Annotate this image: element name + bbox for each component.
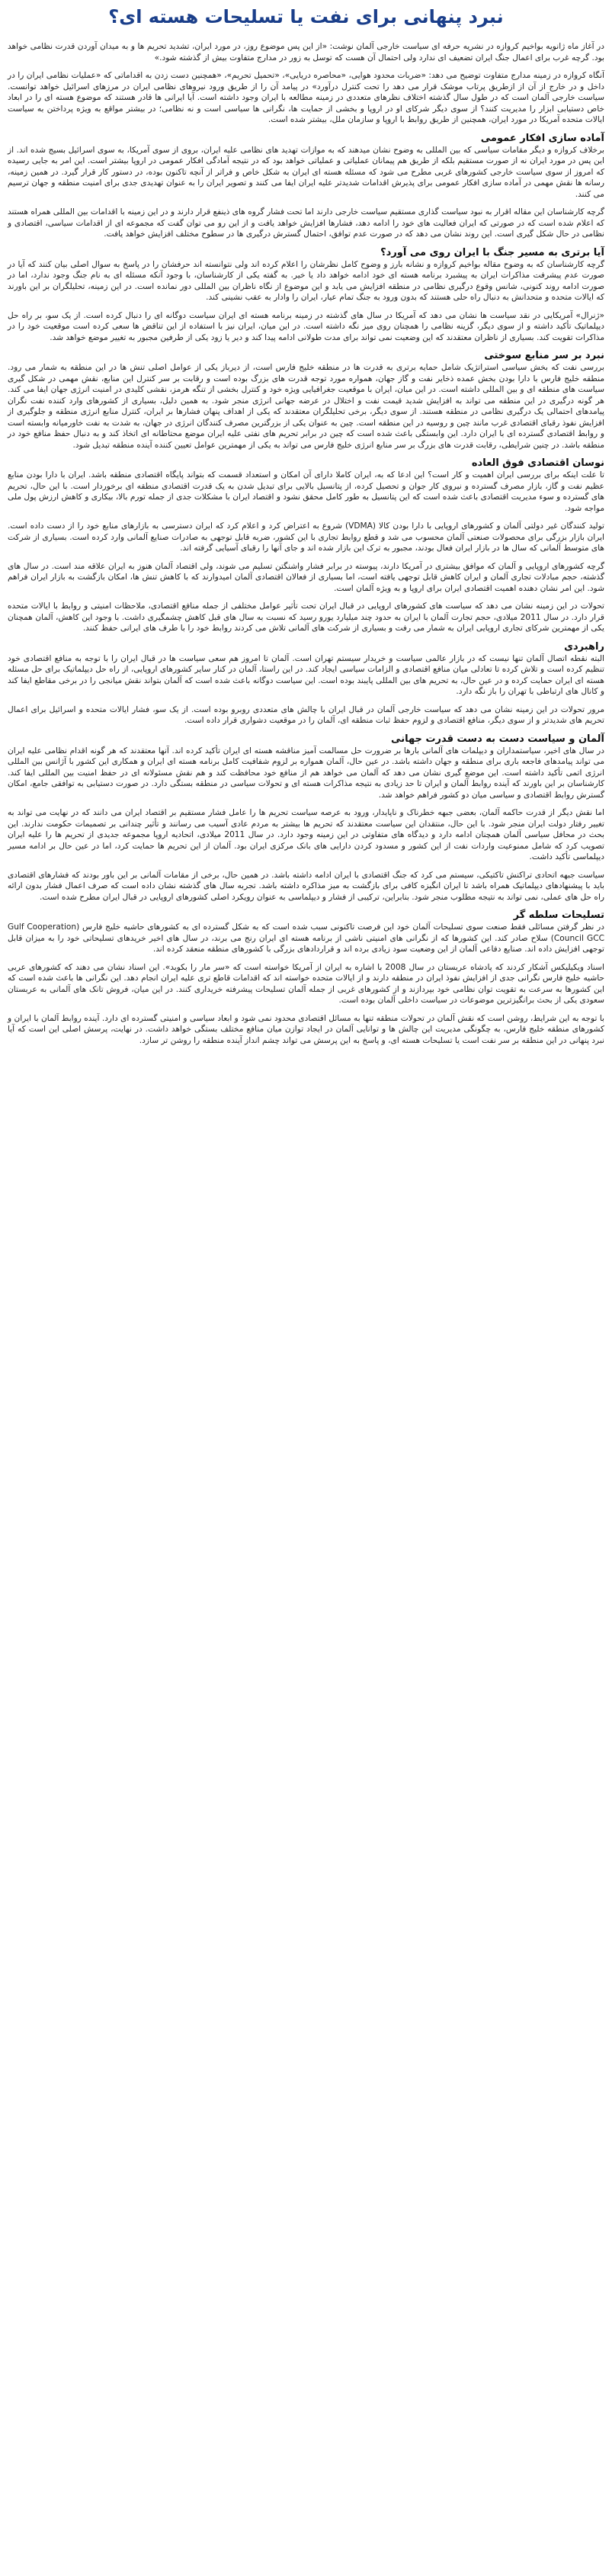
section-heading: راهبردی [564,640,604,653]
paragraph: اسناد ویکیلیکس آشکار کردند که پادشاه عربستان در سال 2008 با اشاره به ایران از آمریکا خواسته است که «سر مار را بکوبد». این اسناد نشان می دهند که کشورهای عربی حاشیه خلیج فارس نگرانی جدی از افزایش نفوذ ایران در منطقه دارند و از ایالات متحده خواسته اند که اقدامات قاطع تری علیه ایران انجام دهد. این نگرانی ها باعث شده است که این کشورها به سرعت به تقویت توان نظامی خود بپردازند و از کشورهای غربی از جمله آلمان تسلیحات پیشرفته خریداری کنند. در این میان، فروش تانک های آلمانی به عربستان سعودی یکی از بحث برانگیزترین موضوعات در سیاست داخلی آلمان بوده است. [8,962,605,1005]
paragraph: گرچه کارشناسان که به وضوح مقاله بواخیم کروازه و نشانه بارز و وضوح کامل نظرشان را اعلام کرده اند ولی نتوانسته اند حرفشان را در پاسخ به سوال اصلی بیان کنند که آیا در صورت عدم پیشرفت مذاکرات ایران به پیشبرد برنامه هسته ای خود ادامه خواهد داد یا خیر. به گفته یکی از کارشناسان، با وجود آنکه مسئله ای به نام جنگ وجود ندارد، اما در صورت ادامه روند کنونی، شانس وقوع درگیری نظامی در منطقه افزایش می یابد و این موضوع از نگاه ناظران بین المللی دور نمانده است. در این زمینه، تحلیلگران بر این باورند که ایالات متحده و متحدانش به دنبال راه حلی هستند که بدون ورود به جنگ تمام عیار، ایران را وادار به عقب نشینی کند. [8,259,604,302]
section-dominant-weapons [8,909,604,1046]
paragraph: اما نقش دیگر از قدرت حاکمه آلمان، بعضی جبهه خطرناک و ناپایدار، ورود به عرصه سیاست تحریم ها را عامل فشار مستقیم بر اقتصاد ایران می دانند که در نهایت می تواند به تغییر رفتار دولت ایران منجر شود. با این حال، منتقدان این سیاست معتقدند که تحریم ها بیشتر به مردم عادی آسیب می رسانند و تأثیر چندانی بر تصمیمات حکومت ندارند. این بحث در محافل سیاسی آلمان همچنان ادامه دارد و دیدگاه های متفاوتی در این زمینه وجود دارد. در سال 2011 میلادی، اتحادیه اروپا مجموعه جدیدی از تحریم ها را علیه ایران تصویب کرد که شامل ممنوعیت واردات نفت از این کشور و مسدود کردن دارایی های بانک مرکزی ایران بود. آلمان از این تحریم ها حمایت کرد، اما در عین حال بر ادامه مسیر دیپلماسی تأکید داشت. [8,808,604,861]
section-heading: نبرد بر سر منابع سوختی [484,350,604,361]
paragraph: تحولات در این زمینه نشان می دهد که سیاست های کشورهای اروپایی در قبال ایران تحت تأثیر عوامل مختلفی از جمله منافع اقتصادی، ملاحظات امنیتی و روابط با ایالات متحده قرار دارد. در سال 2011 میلادی، حجم تجارت آلمان با ایران به حدود چند میلیارد یورو رسید که نسبت به سال های قبل کاهش چشمگیری داشت. با وجود این کاهش، آلمان همچنان یکی از مهمترین شرکای تجاری اروپایی ایران به شمار می رفت و بسیاری از شرکت های آلمانی تلاش می کردند روابط خود را با طرف های ایرانی حفظ کنند. [8,601,604,633]
section-heading: آماده سازی افکار عمومی [480,132,604,144]
paragraph: «ژنرال» آمریکایی در نقد سیاست ها نشان می دهد که آمریکا در سال های گذشته در زمینه برنامه هسته ای ایران سیاست دوگانه ای را دنبال کرده است. از یک سو، بر راه حل دیپلماتیک تأکید داشته و از سوی دیگر، گزینه نظامی را همچنان روی میز نگه داشته است. در این میان، ایران نیز با استفاده از این تناقض ها سعی کرده است موقعیت خود را در مذاکرات تقویت کند. بسیاری از ناظران معتقدند که این وضعیت نمی تواند برای مدت طولانی ادامه پیدا کند و دیر یا زود یکی از طرفین مجبور به تغییر موضع خواهد شد. [8,310,604,342]
article-title: نبرد پنهانی برای نفت یا تسلیحات هسته ای؟ [108,6,504,27]
paragraph: تولید کنندگان غیر دولتی آلمان و کشورهای اروپایی با دارا بودن کالا (VDMA) شروع به اعتراض کرد و اعلام کرد که ایران دسترسی به بازارهای منابع خود را از دست داده است. ایران بازار بزرگی برای محصولات صنعتی آلمان محسوب می شد و قطع روابط تجاری با این کشور، ضربه قابل توجهی به صادرات صنایع آلمانی وارد کرده است. بسیاری از شرکت های متوسط آلمانی که سال ها در بازار ایران فعال بودند، مجبور به ترک این بازار شده اند و جای آنها را رقبای آسیایی گرفته اند. [8,521,604,553]
section-public-opinion [8,133,604,240]
section-path-to-war [8,247,604,344]
section-heading: آلمان و سیاست دست به دست قدرت جهانی [391,733,604,745]
paragraph: بررسی نفت که بخش سیاسی استراتژیک شامل حمایه برتری به قدرت ها در منطقه خلیج فارس است، از دیرباز یکی از عوامل اصلی تنش ها در این منطقه به شمار می رود. منطقه خلیج فارس با دارا بودن بخش عمده ذخایر نفت و گاز جهان، همواره مورد توجه قدرت های بزرگ بوده است و رقابت بر سر کنترل این منابع، نقش مهمی در شکل گیری سیاست های منطقه ای و بین المللی داشته است. در این میان، ایران با موقعیت جغرافیایی ویژه خود و کنترل بخشی از تنگه هرمز، نقشی کلیدی در امنیت انرژی جهان ایفا می کند. هر گونه درگیری در این منطقه می تواند به افزایش شدید قیمت نفت و اختلال در عرضه جهانی انرژی منجر شود. به همین دلیل، بسیاری از کشورهای وارد کننده نفت نگران پیامدهای احتمالی یک درگیری نظامی در منطقه هستند. از سوی دیگر، برخی تحلیلگران معتقدند که یکی از اهداف پنهان فشارها بر ایران، کنترل منابع انرژی منطقه و جلوگیری از افزایش نفوذ رقبای اقتصادی غرب مانند چین و روسیه در این منطقه است. چین به عنوان یکی از بزرگترین مصرف کنندگان انرژی در جهان، به شدت به نفت خاورمیانه وابسته است و روابط اقتصادی گسترده ای با ایران دارد. این وابستگی باعث شده است که چین در برابر تحریم های نفتی علیه ایران موضع محتاطانه ای اتخاذ کند و به دنبال حفظ منافع خود در منطقه باشد. در چنین شرایطی، رقابت قدرت های بزرگ بر سر منابع انرژی خلیج فارس می تواند به یکی از مهمترین عوامل تعیین کننده آینده منطقه تبدیل شود. [8,363,604,450]
paragraph: گرچه کشورهای اروپایی و آلمان که موافق بیشتری در آمریکا دارند، پیوسته در برابر فشار واشنگتن تسلیم می شوند، ولی اقتصاد آلمان هنوز به ایران علاقه مند است. در سال های گذشته، حجم مبادلات تجاری آلمان و ایران کاهش قابل توجهی یافته است، اما بسیاری از فعالان اقتصادی آلمان امیدوارند که با کاهش تنش ها، امکان بازگشت به بازار ایران فراهم شود. این امر نشان دهنده اهمیت اقتصادی ایران برای اروپا و به ویژه آلمان است. [8,561,604,593]
section-strategic [8,641,604,727]
paragraph: با توجه به این شرایط، روشن است که نقش آلمان در تحولات منطقه تنها به مسائل اقتصادی محدود نمی شود و ابعاد سیاسی و امنیتی گسترده ای دارد. آینده روابط آلمان با ایران و کشورهای منطقه خلیج فارس، به چگونگی مدیریت این چالش ها و توانایی آلمان در ایجاد توازن میان منافع مختلف بستگی خواهد داشت. در نهایت، پرسش اصلی این است که آیا نبرد پنهانی در این منطقه بر سر نفت است یا تسلیحات هسته ای، و پاسخ به این پرسش می تواند چشم انداز آینده منطقه را روشن تر سازد. [8,1013,604,1045]
paragraph: برخلاف کروازه و دیگر مقامات سیاسی که بین المللی به وضوح نشان میدهند که به موازات تهدید های نظامی علیه ایران، بروی از سوی آمریکا، به سوی اسرائیل بسیج شده اند. از این پس در مورد ایران نه از صورت مستقیم بلکه از طریق هم پیمانان عملیاتی و عملیاتی خواهد بود که در نتیجه آمادگی افکار عمومی در اروپا بیشتر است. این امر به جایی رسیده که امروز از سوی سیاست خارجی کشورهای غربی مطرح می شود که مسئله هسته ای ایران به شکل خاص و فراتر از آنچه تاکنون بوده، در دستور کار قرار گیرد. در همین زمینه، رسانه ها نقش مهمی در آماده سازی افکار عمومی برای پذیرش اقدامات شدیدتر علیه ایران ایفا می کنند و تصویر ایران را به عنوان تهدیدی جدی برای امنیت منطقه و جهان ترسیم می کنند. [8,145,604,199]
article-page [0,0,612,1060]
paragraph: در آغاز ماه ژانویه بواخیم کروازه در نشریه حرفه ای سیاست خارجی آلمان نوشت: «از این پس موضوع روز، در مورد ایران، تشدید تحریم ها و به میدان آوردن قدرت نظامی خواهد بود. گرچه غرب برای اعمال جنگ ایران تضعیف ای ندارد ولی احتمال آن هست که توسل به زور در مدارج متفاوت بیش از گذشته شود.» [8,42,604,63]
section-fuel-resources [8,350,604,451]
paragraph: آنگاه کروازه در زمینه مدارج متفاوت توضیح می دهد: «ضربات محدود هوایی، «محاصره دریایی»، «تحمیل تحریم»، «همچنین دست زدن به اقداماتی که «عملیات نظامی ایران را در داخل و در خارج از آن از ازطریق پرتاب موشک قرار می دهد را تحت کنترل درآورد» در پیامد آن را از طریق ورود نیروهای نظامی ایران در مرزهای اسرائیل خواهد توانست. سیاست خارجی آلمان است که در طول سال گذشته اختلاف نظرهای متعددی در زمینه مطالعه با ایران وجود داشته است. آیا ایرانی ها قادر هستند که موضوع هسته ای را در ابعاد خاص دستیابی ابزار را مدیریت کنند؟ از سوی دیگر شرکای او در اروپا و بخشی از حمایت ها، نگرانی ها سیاسی است و نه نظامی؛ در بیشتر مواقع به ویژه پرداختن به سیاست ایالات متحده آمریکا در مورد ایران، همچنین از طریق روابط با اروپا و سازمان ملل، بیشتر شده است. [8,71,604,124]
section-heading: آیا برتری به مسیر جنگ با ایران روی می آورد؟ [380,246,604,258]
section-germany-world-power [8,733,604,903]
paragraph: گرچه کارشناسان این مقاله اقرار به نبود سیاست گذاری مستقیم سیاست خارجی دارند اما تحت فشار گروه های ذینفع قرار دارند و در این زمینه با اقدامات بین المللی همراه هستند که اعلام شده است که در صورتی که ایران فعالیت های خود را ادامه دهد، فشارها افزایش خواهد یافت و از این رو می توان گفت که مجموعه ای از اقدامات سیاسی، اقتصادی و نظامی در حال شکل گیری است. این روند نشان می دهد که در صورت عدم توافق، احتمال گسترش درگیری ها در سطوح مختلف افزایش خواهد یافت. [8,207,604,239]
section-economic-fluctuation [8,457,604,634]
paragraph: در نظر گرفتن مسائلی فقط صنعت سوی تسلیحات آلمان خود این فرصت تاکنونی سبب شده است که به شکل گسترده ای به کشورهای حاشیه خلیج فارس (Gulf Cooperation Council GCC) سلاح صادر کند. این کشورها که از نگرانی های امنیتی ناشی از برنامه هسته ای ایران رنج می برند، در سال های اخیر خریدهای تسلیحاتی خود را به میزان قابل توجهی افزایش داده اند. صنایع دفاعی آلمان از این وضعیت سود زیادی برده اند و قراردادهای بزرگی با کشورهای منطقه منعقد کرده اند. [8,922,604,954]
paragraph: در سال های اخیر، سیاستمداران و دیپلمات های آلمانی بارها بر ضرورت حل مسالمت آمیز مناقشه هسته ای ایران تأکید کرده اند. آنها معتقدند که هر گونه اقدام نظامی علیه ایران می تواند پیامدهای فاجعه باری برای منطقه و جهان داشته باشد. در عین حال، آلمان همواره بر لزوم شفافیت کامل برنامه هسته ای ایران و همکاری این کشور با آژانس بین المللی انرژی اتمی تأکید داشته است. این موضع گیری نشان می دهد که آلمان می خواهد هم از منافع خود محافظت کند و هم نقش مسئولانه ای در حفظ امنیت بین المللی ایفا کند. کارشناسان بر این باورند که آینده روابط آلمان و ایران تا حد زیادی به نتیجه مذاکرات هسته ای و تحولات سیاسی در منطقه بستگی دارد. در صورت دستیابی به توافقی جامع، امکان گسترش روابط اقتصادی و سیاسی میان دو کشور فراهم خواهد شد. [8,746,604,800]
section-heading: نوسان اقتصادی فوق العاده [471,457,604,469]
section-intro [8,41,604,126]
paragraph: البته نقطه اتصال آلمان تنها نیست که در بازار عالمی سیاست و خریدار سیستم تهران است. آلمان تا امروز هم سعی سیاست ها در قبال ایران را با توجه به منافع اقتصادی خود تنظیم کرده است و تلاش کرده تا تعادلی میان منافع اقتصادی و الزامات سیاسی ایجاد کند. در این راستا، آلمان در کنار سایر کشورهای اروپایی، از راه حل دیپلماتیک برای حل مسئله هسته ای ایران حمایت کرده و در عین حال، به تحریم های بین المللی پایبند بوده است. این سیاست دوگانه باعث شده است که آلمان بتواند نقش میانجی را در برخی مقاطع ایفا کند و کانال های ارتباطی با تهران را باز نگه دارد. [8,653,604,696]
section-heading: تسلیحات سلطه گر [513,909,604,921]
paragraph: تا علت اینکه برای بررسی ایران اهمیت و کار است؟ این ادعا که به، ایران کاملا دارای آن امکان و استعداد قسمت که بتواند پایگاه اقتصادی منطقه باشد. ایران با دارا بودن منابع عظیم نفت و گاز، بازار مصرف گسترده و نیروی کار جوان و تحصیل کرده، از پتانسیل بالایی برای تبدیل شدن به یک قدرت اقتصادی منطقه ای برخوردار است. با این حال، تحریم های گسترده و سوء مدیریت اقتصادی باعث شده است که این پتانسیل به طور کامل محقق نشود و اقتصاد ایران با مشکلات جدی از جمله تورم بالا، بیکاری و کاهش ارزش پول ملی مواجه شود. [8,470,604,513]
paragraph: مرور تحولات در این زمینه نشان می دهد که سیاست خارجی آلمان در قبال ایران با چالش های متعددی روبرو بوده است. از یک سو، فشار ایالات متحده و اسرائیل برای اعمال تحریم های شدیدتر و از سوی دیگر، منافع اقتصادی و لزوم حفظ ثبات منطقه ای، آلمان را در موقعیت دشواری قرار داده است. [8,704,604,725]
paragraph: سیاست جبهه اتحادی تراکنش تاکتیکی، سیستم می کرد که جنگ اقتصادی با ایران ادامه داشته باشد. در همین حال، برخی از مقامات آلمانی بر این باور بودند که فشارهای اقتصادی باید با پیشنهادهای دیپلماتیک همراه باشد تا ایران انگیزه کافی برای بازگشت به میز مذاکره داشته باشد. تجربه سال های گذشته نشان داده است که صرف اعمال فشار بدون ارائه راه حل های عملی، نمی تواند به نتیجه مطلوب منجر شود. بنابراین، ترکیبی از فشار و دیپلماسی به عنوان رویکرد اصلی کشورهای اروپایی در قبال ایران مطرح شده است. [8,870,604,902]
